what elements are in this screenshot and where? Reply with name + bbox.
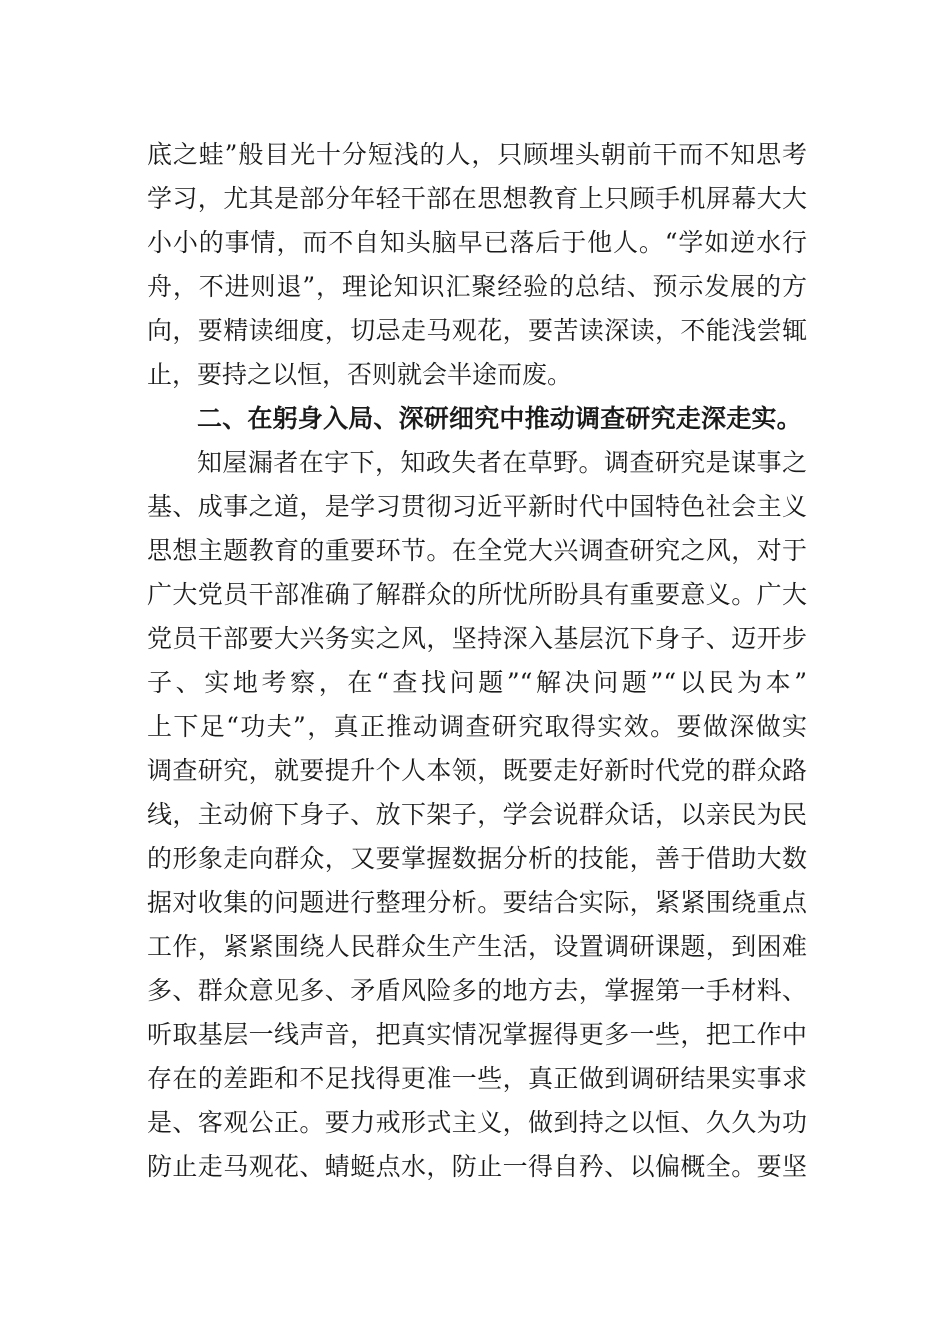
- text-line: 据对收集的问题进行整理分析。要结合实际，紧紧围绕重点: [147, 888, 807, 917]
- text-line: 线，主动俯下身子、放下架子，学会说群众话，以亲民为民: [147, 800, 807, 829]
- text-line: 的形象走向群众，又要掌握数据分析的技能，善于借助大数: [147, 844, 807, 873]
- text-line: 思想主题教育的重要环节。在全党大兴调查研究之风，对于: [147, 536, 807, 565]
- text-line: 防止走马观花、蜻蜓点水，防止一得自矜、以偏概全。要坚: [147, 1152, 807, 1181]
- text-line: 止，要持之以恒，否则就会半途而废。: [147, 360, 573, 389]
- text-line: 是、客观公正。要力戒形式主义，做到持之以恒、久久为功: [147, 1108, 807, 1137]
- section-heading: 二、在躬身入局、深研细究中推动调查研究走深走实。: [197, 404, 802, 433]
- text-line: 广大党员干部准确了解群众的所忧所盼具有重要意义。广大: [147, 580, 807, 609]
- text-line: 知屋漏者在宇下，知政失者在草野。调查研究是谋事之: [197, 448, 807, 477]
- text-line: 听取基层一线声音，把真实情况掌握得更多一些，把工作中: [147, 1020, 807, 1049]
- text-line: 上下足“功夫”，真正推动调查研究取得实效。要做深做实: [147, 712, 807, 741]
- text-line: 工作，紧紧围绕人民群众生产生活，设置调研课题，到困难: [147, 932, 807, 961]
- text-line: 舟，不进则退”，理论知识汇聚经验的总结、预示发展的方: [147, 272, 807, 301]
- text-line: 多、群众意见多、矛盾风险多的地方去，掌握第一手材料、: [147, 976, 807, 1005]
- text-line: 党员干部要大兴务实之风，坚持深入基层沉下身子、迈开步: [147, 624, 807, 653]
- text-line: 小小的事情，而不自知头脑早已落后于他人。“学如逆水行: [147, 228, 807, 257]
- text-line: 基、成事之道，是学习贯彻习近平新时代中国特色社会主义: [147, 492, 807, 521]
- text-line: 调查研究，就要提升个人本领，既要走好新时代党的群众路: [147, 756, 807, 785]
- text-line: 底之蛙”般目光十分短浅的人，只顾埋头朝前干而不知思考: [147, 140, 807, 169]
- text-line: 向，要精读细度，切忌走马观花，要苦读深读，不能浅尝辄: [147, 316, 807, 345]
- text-line: 子、实地考察，在“查找问题”“解决问题”“以民为本”: [147, 668, 807, 697]
- text-line: 存在的差距和不足找得更准一些，真正做到调研结果实事求: [147, 1064, 807, 1093]
- text-line: 学习，尤其是部分年轻干部在思想教育上只顾手机屏幕大大: [147, 184, 807, 213]
